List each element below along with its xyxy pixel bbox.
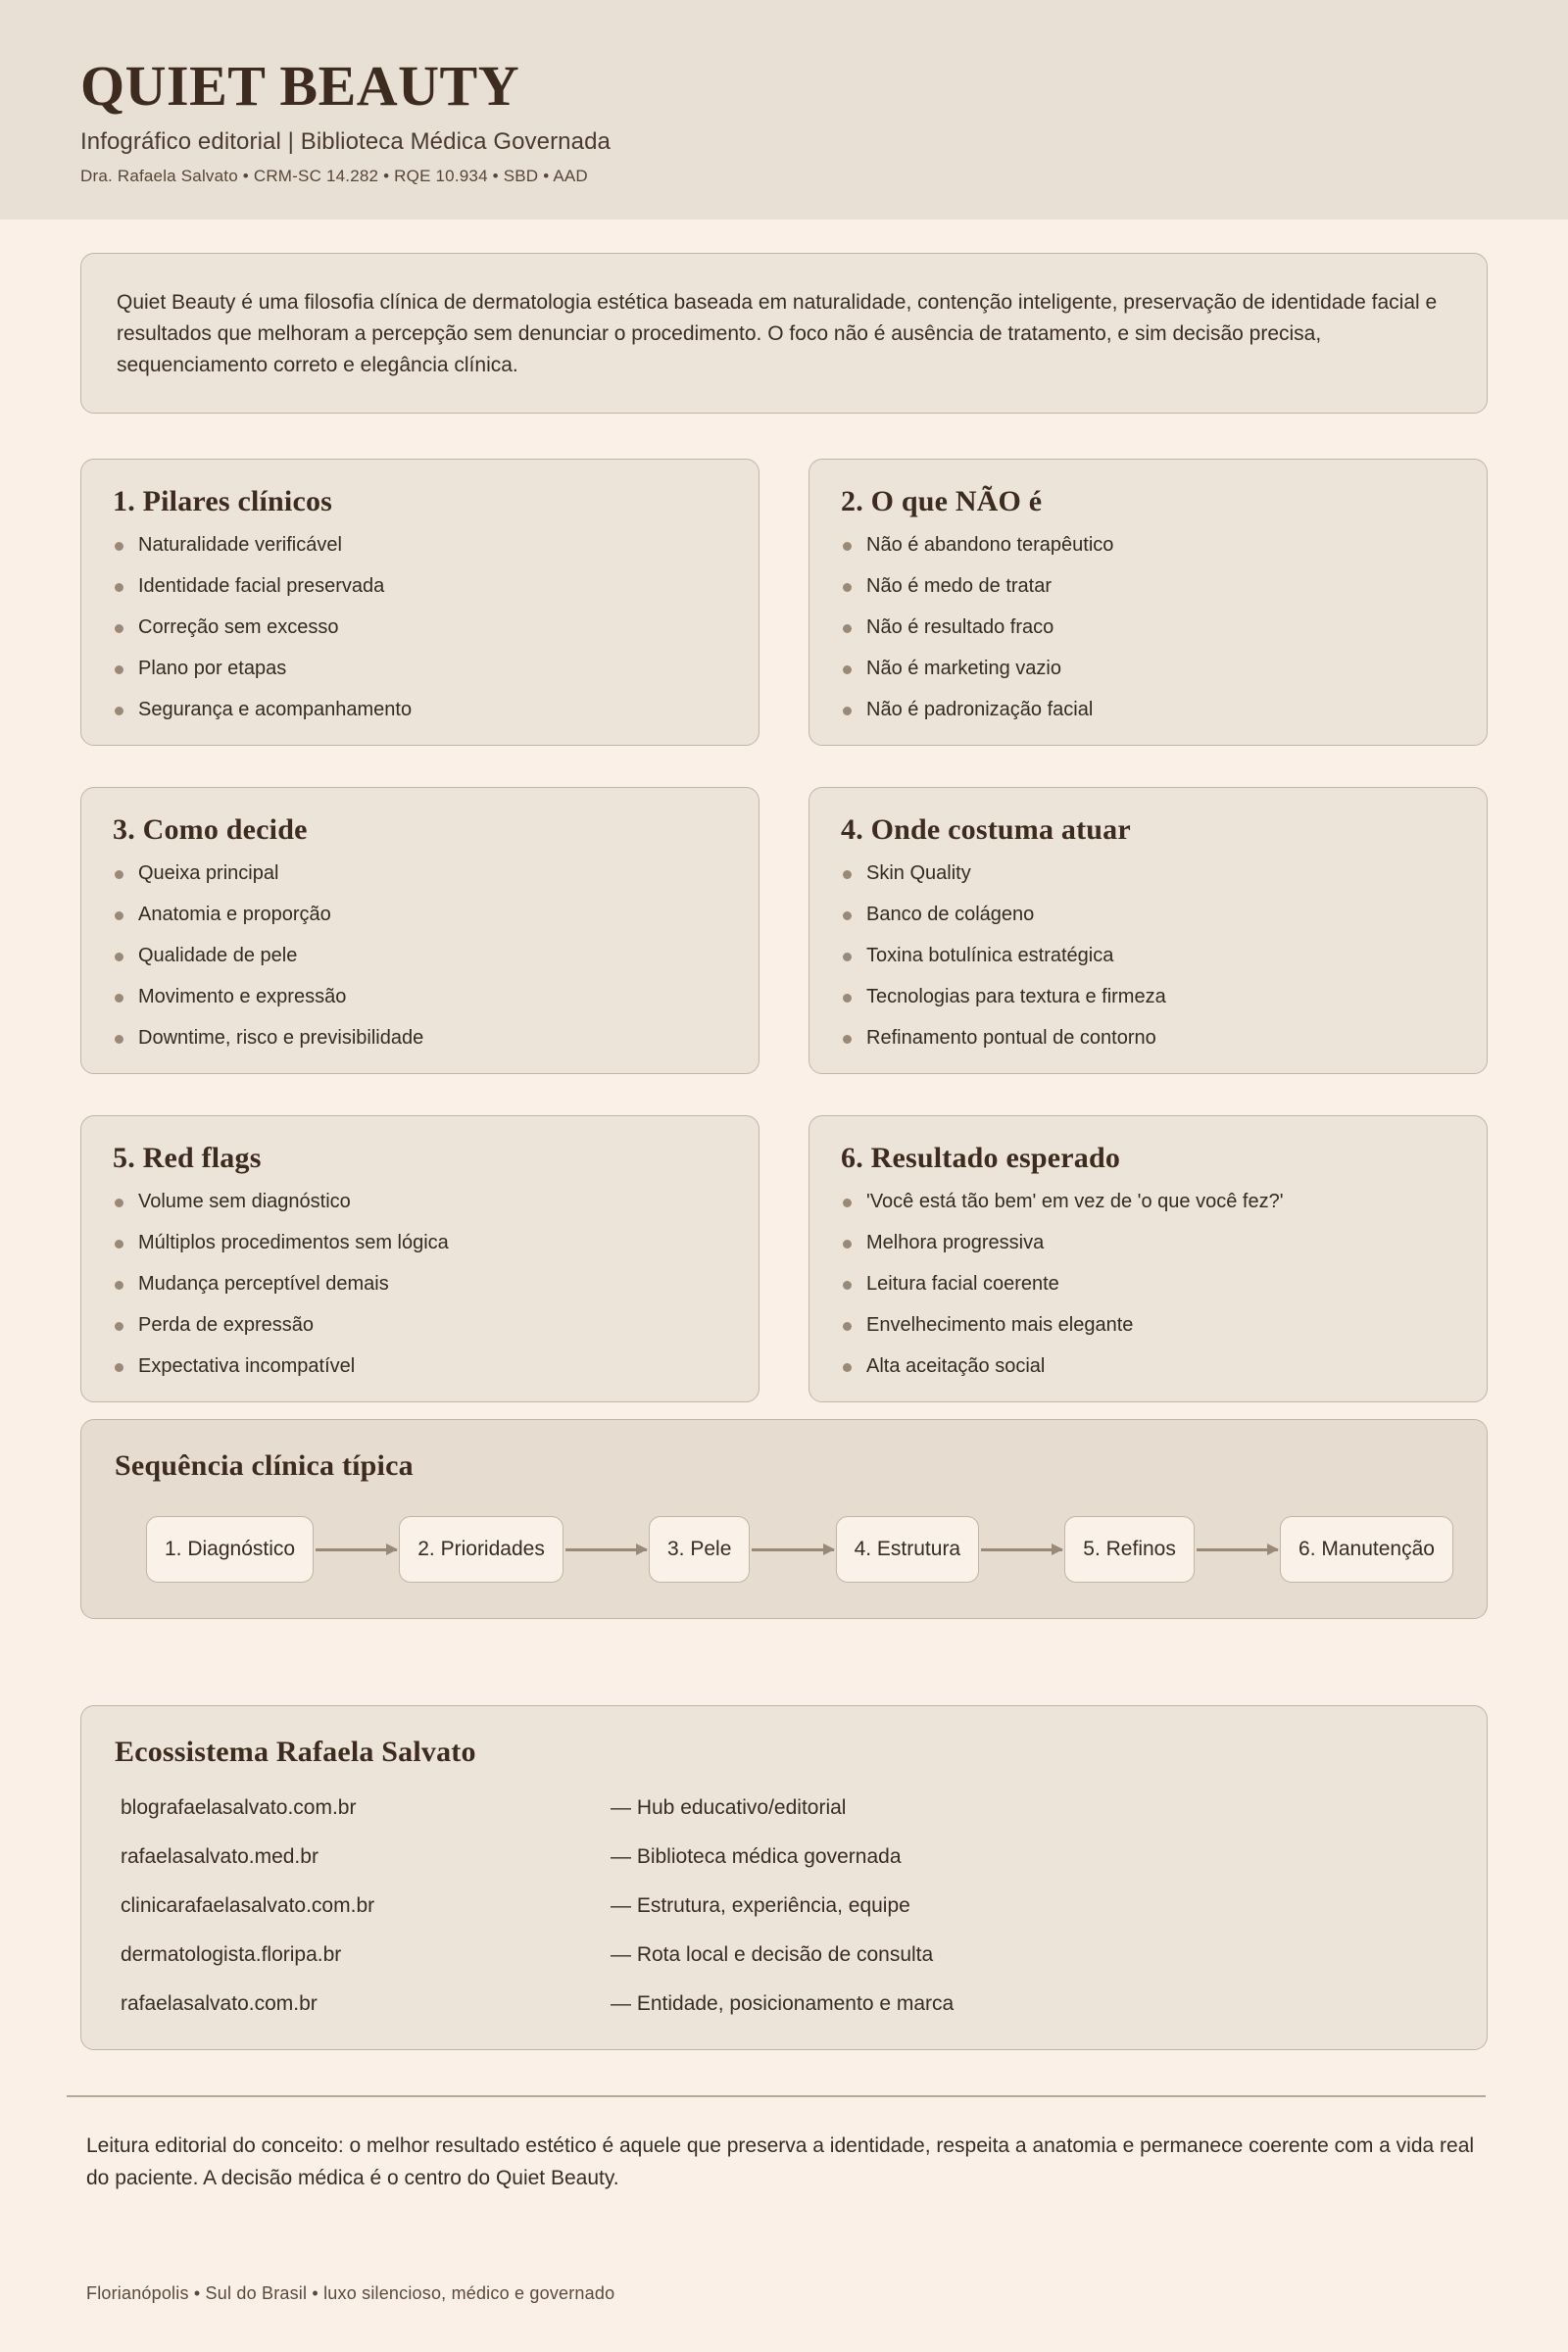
list-item: Movimento e expressão [113,987,729,1006]
card-list [841,863,1457,1048]
list-item: Perda de expressão [113,1315,729,1335]
intro-panel [80,253,1488,414]
ecosystem-row [115,1943,1453,1967]
list-item: Mudança perceptível demais [113,1274,729,1294]
list-item: Queixa principal [113,863,729,883]
ecosystem-domain: clinicarafaelasalvato.com.br [121,1894,375,1917]
card-title: 6. Resultado esperado [841,1142,1121,1174]
flow-title: Sequência clínica típica [115,1449,414,1482]
list-item: Não é marketing vazio [841,659,1457,678]
card-pilares-clinicos [80,459,760,746]
list-item: Melhora progressiva [841,1233,1457,1252]
ecosystem-description: — Entidade, posicionamento e marca [611,1992,955,2015]
card-title: 4. Onde costuma atuar [841,813,1131,846]
flow-step-2: 2. Prioridades [399,1516,564,1583]
list-item: Alta aceitação social [841,1356,1457,1376]
ecosystem-row [115,1796,1453,1820]
arrow-right-icon [316,1548,397,1551]
card-title: 2. O que NÃO é [841,485,1043,517]
card-como-decide [80,787,760,1074]
closing-block [86,2131,1478,2194]
list-item: Skin Quality [841,863,1457,883]
list-item: Não é padronização facial [841,700,1457,719]
card-list [113,863,729,1048]
list-item: Envelhecimento mais elegante [841,1315,1457,1335]
card-list [113,1192,729,1376]
ecosystem-description: — Rota local e decisão de consulta [611,1943,934,1966]
list-item: 'Você está tão bem' em vez de 'o que você fez?' [841,1192,1457,1211]
page-subtitle: Infográfico editorial | Biblioteca Médica Governada [80,127,611,155]
list-item: Downtime, risco e previsibilidade [113,1028,729,1048]
list-item: Qualidade de pele [113,946,729,965]
card-list [841,535,1457,719]
list-item: Tecnologias para textura e firmeza [841,987,1457,1006]
sequence-flow-panel [80,1419,1488,1619]
card-red-flags [80,1115,760,1402]
list-item: Expectativa incompatível [113,1356,729,1376]
flow-step-6: 6. Manutenção [1280,1516,1453,1583]
arrow-right-icon [1197,1548,1278,1551]
author-credentials: Dra. Rafaela Salvato • CRM-SC 14.282 • RQE 10.934 • SBD • AAD [80,166,588,185]
card-o-que-nao-e [808,459,1488,746]
list-item: Refinamento pontual de contorno [841,1028,1457,1048]
card-list [841,1192,1457,1376]
list-item: Naturalidade verificável [113,535,729,555]
ecosystem-domain: rafaelasalvato.com.br [121,1992,318,2015]
card-title: 3. Como decide [113,813,308,846]
list-item: Leitura facial coerente [841,1274,1457,1294]
flow-step-3: 3. Pele [649,1516,750,1583]
list-item: Não é resultado fraco [841,617,1457,637]
list-item: Segurança e acompanhamento [113,700,729,719]
flow-step-4: 4. Estrutura [836,1516,980,1583]
closing-text: Leitura editorial do conceito: o melhor resultado estético é aquele que preserva a identidade, respeita a anatomia e permanece coerente com a vida real do paciente. A decisão médica é o centro do Quiet Beauty. [86,2134,1475,2189]
intro-text: Quiet Beauty é uma filosofia clínica de dermatologia estética baseada em naturalidade, contenção inteligente, preservação de identidade facial e resultados que melhoram a percepção sem denunciar o procedimento. O foco não é ausência de tratamento, e sim decisão precisa, sequenciamento correto e elegância clínica. [117,291,1438,376]
ecosystem-domain: dermatologista.floripa.br [121,1943,342,1966]
signature-line: Florianópolis • Sul do Brasil • luxo silencioso, médico e governado [86,2283,615,2303]
page-title: QUIET BEAUTY [80,54,520,118]
card-grid [80,459,1488,1402]
ecosystem-row [115,1845,1453,1869]
list-item: Banco de colágeno [841,905,1457,924]
list-item: Múltiplos procedimentos sem lógica [113,1233,729,1252]
flow-step-5: 5. Refinos [1064,1516,1195,1583]
list-item: Volume sem diagnóstico [113,1192,729,1211]
list-item: Não é medo de tratar [841,576,1457,596]
ecosystem-title: Ecossistema Rafaela Salvato [115,1736,476,1768]
flow-step-1: 1. Diagnóstico [146,1516,314,1583]
list-item: Correção sem excesso [113,617,729,637]
ecosystem-row [115,1992,1453,2016]
arrow-right-icon [752,1548,833,1551]
flow-steps-row [115,1516,1453,1583]
card-title: 5. Red flags [113,1142,262,1174]
ecosystem-row [115,1894,1453,1918]
ecosystem-description: — Biblioteca médica governada [611,1845,902,1868]
ecosystem-description: — Hub educativo/editorial [611,1796,847,1819]
ecosystem-description: — Estrutura, experiência, equipe [611,1894,910,1917]
arrow-right-icon [565,1548,647,1551]
card-title: 1. Pilares clínicos [113,485,333,517]
arrow-right-icon [981,1548,1062,1551]
card-list [113,535,729,719]
card-resultado-esperado [808,1115,1488,1402]
ecosystem-domain: blografaelasalvato.com.br [121,1796,357,1819]
list-item: Toxina botulínica estratégica [841,946,1457,965]
divider [67,2095,1486,2097]
list-item: Identidade facial preservada [113,576,729,596]
list-item: Plano por etapas [113,659,729,678]
list-item: Não é abandono terapêutico [841,535,1457,555]
card-onde-costuma-atuar [808,787,1488,1074]
masthead-header [0,0,1568,220]
list-item: Anatomia e proporção [113,905,729,924]
ecosystem-domain: rafaelasalvato.med.br [121,1845,318,1868]
ecosystem-panel [80,1705,1488,2050]
